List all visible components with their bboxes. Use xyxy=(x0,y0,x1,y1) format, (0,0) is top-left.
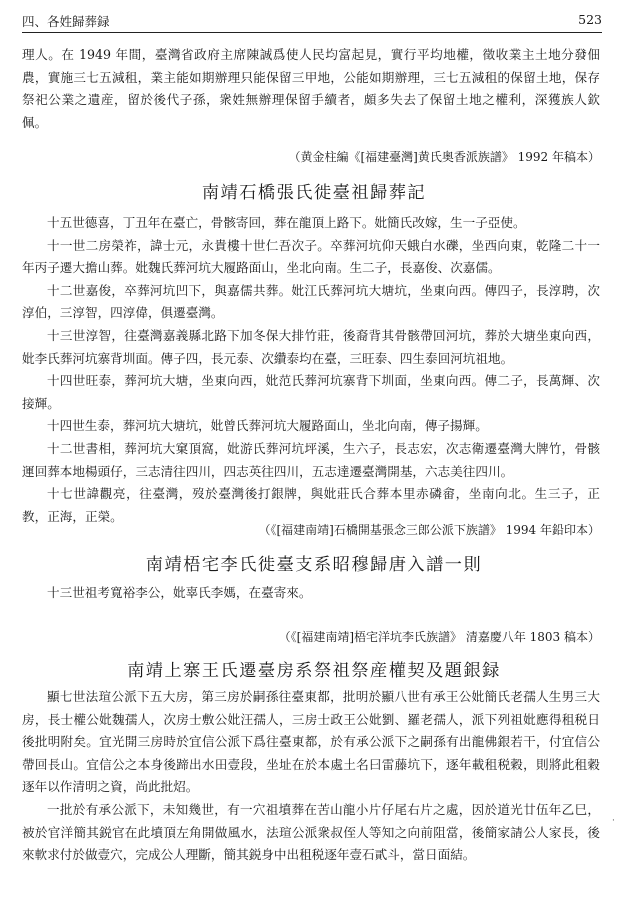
section-body-3 xyxy=(22,686,600,867)
paragraph: 十四世旺泰，葬河坑大塘，坐東向西，妣范氏葬河坑寨背下圳面，坐東向西。傳二子，長萬輝、次接輝。 xyxy=(22,373,600,411)
citation-1: （黄金柱編《[福建臺灣]黄氏奥香派族譜》 1992 年稿本） xyxy=(288,150,600,164)
section-title-2: 南靖梧宅李氏徙臺支系昭穆歸唐入譜一則 xyxy=(145,555,483,575)
intro-block xyxy=(22,44,600,134)
paragraph: 十三世淳智，往臺灣嘉義縣北路下加冬保大排竹莊，後裔背其骨骸帶回河坑，葬於大塘坐東向西，妣李氏葬河坑寨背圳面。傳子四，長元泰、次纘泰均在臺，三旺泰、四生泰回河坑祖地。 xyxy=(22,327,600,366)
paragraph: 十五世德喜，丁丑年在臺亡，骨骸寄回，葬在龍頂上路下。妣簡氏改嫁，生一子亞使。 xyxy=(47,215,526,230)
paragraph: 一批於有承公派下，未知幾世，有一穴祖墳葬在苦山龍小片仔尾右片之處，因於道光廿伍年乙巳，被於官洋簡其鋭官在此墳頂左角開做風水，法瑄公派衆叔侄人等知之向前阻當，後簡家請公人家長，後來軟求付於做壹穴，完成公人理斷，簡其鋭身中出租税逐年壹石貳斗，當日面結。 xyxy=(22,801,600,863)
paragraph: 顯七世法瑄公派下五大房，第三房於嗣孫往臺東都，批明於顯八世有承王公妣簡氏老孺人生男三大房，長士權公妣魏孺人，次房士敷公妣汪孺人，三房士政王公妣劉、羅老孺人，派下列祖妣應得租税日後批明附矣。宜光開三房時於宜信公派下爲往臺東都，於有承公派下之嗣孫有出龍佛銀若干，付宜信公帶回長山。宜信公之本身後蹄出水田壹段，坐址在於本處土名曰雷藤坑下，逐年載租税穀，則將此租穀逐年以作清明之資，尚此批炤。 xyxy=(22,689,600,795)
chapter-heading: 四、各姓歸葬録 xyxy=(22,14,110,29)
paragraph: 十一世二房榮祚，諱士元，永貴樓十世仁吾次子。卒葬河坑仰天蛾白水礫，坐西向東，乾隆二十一年丙子遷大擔山葬。妣魏氏葬河坑大履路面山，坐北向南。生二子，長嘉俊、次嘉儒。 xyxy=(22,237,600,276)
section-title-1: 南靖石橋張氏徙臺祖歸葬記 xyxy=(201,183,427,203)
paragraph: 十四世生泰，葬河坑大塘坑，妣曾氏葬河坑大履路面山，坐北向南，傳子揚輝。 xyxy=(47,418,488,434)
intro-paragraph: 理人。在 1949 年間，臺灣省政府主席陳誠爲使人民均富起見，實行平均地權，徵收業主土地分發佃農，實施三七五減租，業主能如期辦理只能保留三甲地，公能如期辦理，三七五減租的保留土地，保存祭祀公業之遺産，留於後代子孫，衆姓無辦理保留手續者，頗多失去了保留土地之權利，深獲族人欽佩。 xyxy=(22,47,600,130)
paragraph: 十三世祖考寬裕李公，妣辜氏李媽，在臺寄來。 xyxy=(47,585,312,600)
margin-mark: · xyxy=(612,816,615,826)
section-body-1 xyxy=(22,212,600,528)
section-title-3: 南靖上寨王氏遷臺房系祭祖祭産權契及題銀録 xyxy=(127,661,501,681)
paragraph: 十七世諱觀亮，往臺灣，歿於臺灣後打銀牌，與妣莊氏合葬本里赤磷畲，坐南向北。生三子，正教，正海，正榮。 xyxy=(22,486,600,524)
running-header xyxy=(22,10,602,33)
paragraph: 十二世嘉俊，卒葬河坑凹下，與嘉儒共葬。妣江氏葬河坑大塘坑，坐東向西。傳四子，長淳聘，次淳伯，三淳智，四淳偉，俱遷臺灣。 xyxy=(22,282,600,321)
page-number: 523 xyxy=(578,12,602,27)
citation-2: （《[福建南靖]石橋開基張念三郎公派下族譜》 1994 年鉛印本） xyxy=(258,523,600,537)
paragraph: 十二世書相，葬河坑大窠頂窩，妣游氏葬河坑坪溪，生六子，長志宏，次志衛遷臺灣大牌竹，骨骸運回葬本地楊頭仔，三志清往四川，四志英往四川，五志達遷臺灣開基，六志美往四川。 xyxy=(22,440,600,479)
citation-3: （《[福建南靖]梧宅洋坑李氏族譜》 清嘉慶八年 1803 稿本） xyxy=(278,630,600,644)
section-body-2 xyxy=(22,582,600,605)
